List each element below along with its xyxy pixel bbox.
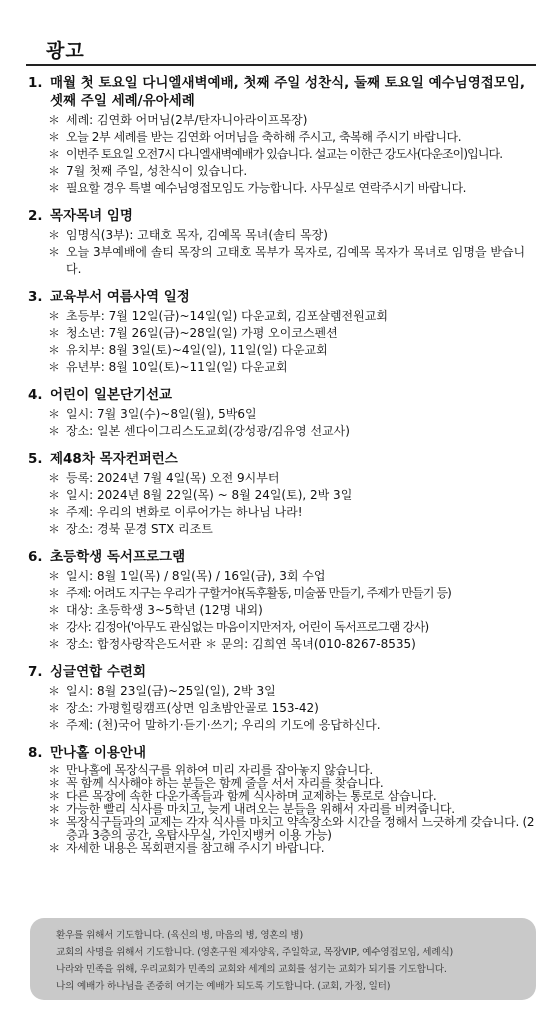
section-7 bbox=[28, 663, 536, 734]
item-text: 장소: 가평힐링캠프(상면 임초밤안골로 153-42) bbox=[66, 701, 319, 715]
asterisk-bullet: ＊ bbox=[47, 343, 60, 357]
section-title: 만나홀 이용안내 bbox=[50, 745, 146, 761]
section-heading bbox=[28, 386, 536, 404]
item-text: 목장식구들과의 교제는 각자 식사를 마치고 약속장소와 시간을 정해서 느긋하게 갖습니다. (2층과 3층의 공간, 옥탑사무실, 가인지뱅커 이용 가능) bbox=[66, 815, 535, 842]
item-text: 유년부: 8월 10일(토)~11일(일) 다운교회 bbox=[66, 360, 288, 374]
section-title: 목자목녀 임명 bbox=[50, 208, 133, 224]
item-text: 일시: 7월 3일(수)~8일(월), 5박6일 bbox=[66, 407, 257, 421]
list-item bbox=[28, 163, 536, 180]
item-text: 7월 첫째 주일, 성찬식이 있습니다. bbox=[66, 164, 248, 178]
list-item bbox=[28, 487, 536, 504]
list-item bbox=[28, 568, 536, 585]
list-item bbox=[28, 227, 536, 244]
item-text: 초등부: 7월 12일(금)~14일(일) 다운교회, 김포살렘전원교회 bbox=[66, 309, 388, 323]
asterisk-bullet: ＊ bbox=[47, 245, 60, 259]
item-text: 장소: 합정사랑작은도서관 ＊ 문의: 김희연 목녀(010-8267-8535) bbox=[66, 637, 416, 651]
item-text: 임명식(3부): 고태호 목자, 김예목 목녀(솔티 목장) bbox=[66, 228, 328, 242]
list-item bbox=[28, 308, 536, 325]
list-item bbox=[28, 619, 536, 636]
asterisk-bullet: ＊ bbox=[47, 130, 60, 144]
section-heading bbox=[28, 548, 536, 566]
list-item bbox=[28, 717, 536, 734]
section-title: 싱글연합 수련회 bbox=[50, 664, 146, 680]
prayer-line: 나라와 민족을 위해, 우리교회가 민족의 교회와 세계의 교회를 섬기는 교회가 되기를 기도합니다. bbox=[56, 964, 447, 975]
list-item bbox=[28, 359, 536, 376]
section-title: 제48차 목자컨퍼런스 bbox=[50, 451, 178, 467]
item-text: 필요할 경우 특별 예수님영접모임도 가능합니다. 사무실로 연락주시기 바랍니다. bbox=[66, 181, 467, 195]
section-number: 5. bbox=[28, 451, 43, 467]
section-number: 4. bbox=[28, 387, 43, 403]
item-text: 다른 목장에 속한 다운가족들과 함께 식사하며 교제하는 통로로 삼습니다. bbox=[66, 789, 437, 803]
prayer-line: 나의 예배가 하나님을 존중히 여기는 예배가 되도록 기도합니다. (교회, 가정, 일터) bbox=[56, 981, 391, 992]
asterisk-bullet: ＊ bbox=[47, 488, 60, 502]
item-text: 꼭 함께 식사해야 하는 분들은 함께 줄을 서서 자리를 찾습니다. bbox=[66, 776, 384, 790]
list-item bbox=[28, 112, 536, 129]
section-heading bbox=[28, 288, 536, 306]
section-8 bbox=[28, 744, 536, 855]
prayer-lines bbox=[56, 927, 526, 995]
section-3 bbox=[28, 288, 536, 376]
section-items bbox=[28, 470, 536, 538]
item-text: 가능한 빨리 식사를 마치고, 늦게 내려오는 분들을 위해서 자리를 비켜줍니다. bbox=[66, 802, 455, 816]
section-heading bbox=[28, 74, 536, 110]
prayer-box bbox=[30, 918, 536, 1000]
asterisk-bullet: ＊ bbox=[47, 718, 60, 732]
announcement-list bbox=[28, 74, 536, 865]
asterisk-bullet: ＊ bbox=[47, 181, 60, 195]
list-item bbox=[28, 585, 536, 602]
list-item bbox=[28, 842, 536, 855]
asterisk-bullet: ＊ bbox=[47, 569, 60, 583]
list-item bbox=[28, 325, 536, 342]
item-text: 등록: 2024년 7월 4일(목) 오전 9시부터 bbox=[66, 471, 280, 485]
item-text: 강사: 김정아('아무도 관심없는 마음이지만저자, 어린이 독서프로그램 강사) bbox=[66, 620, 429, 634]
item-text: 주제: 우리의 변화로 이루어가는 하나님 나라! bbox=[66, 505, 303, 519]
section-1 bbox=[28, 74, 536, 197]
asterisk-bullet: ＊ bbox=[48, 776, 60, 790]
list-item bbox=[28, 700, 536, 717]
section-heading bbox=[28, 744, 536, 762]
asterisk-bullet: ＊ bbox=[47, 360, 60, 374]
list-item bbox=[28, 146, 536, 163]
list-item bbox=[28, 342, 536, 359]
section-items bbox=[28, 568, 536, 653]
item-text: 대상: 초등학생 3~5학년 (12명 내외) bbox=[66, 603, 263, 617]
item-text: 주제: 어려도 지구는 우리가 구할거야(독후활동, 미술품 만들기, 주제가 만들기 등) bbox=[66, 586, 451, 600]
item-text: 일시: 2024년 8월 22일(목) ~ 8월 24일(토), 2박 3일 bbox=[66, 488, 353, 502]
prayer-line: 교회의 사명을 위해서 기도합니다. (영혼구원 제자양육, 주일학교, 목장VIP, 예수영접모임, 세례식) bbox=[56, 947, 454, 958]
section-items bbox=[28, 406, 536, 440]
section-items bbox=[28, 308, 536, 376]
section-5 bbox=[28, 450, 536, 538]
section-heading bbox=[28, 450, 536, 468]
item-text: 장소: 경북 문경 STX 리조트 bbox=[66, 522, 213, 536]
section-title: 초등학생 독서프로그램 bbox=[50, 549, 186, 565]
asterisk-bullet: ＊ bbox=[47, 424, 60, 438]
item-text: 장소: 일본 센다이그리스도교회(강성광/김유영 선교사) bbox=[66, 424, 350, 438]
asterisk-bullet: ＊ bbox=[47, 309, 60, 323]
section-number: 7. bbox=[28, 664, 43, 680]
asterisk-bullet: ＊ bbox=[48, 763, 60, 777]
section-number: 3. bbox=[28, 289, 43, 305]
section-title: 어린이 일본단기선교 bbox=[50, 387, 173, 403]
list-item bbox=[28, 636, 536, 653]
asterisk-bullet: ＊ bbox=[47, 228, 60, 242]
asterisk-bullet: ＊ bbox=[47, 471, 60, 485]
section-items bbox=[28, 227, 536, 278]
asterisk-bullet: ＊ bbox=[48, 815, 60, 829]
asterisk-bullet: ＊ bbox=[47, 522, 60, 536]
section-6 bbox=[28, 548, 536, 653]
asterisk-bullet: ＊ bbox=[47, 701, 60, 715]
section-4 bbox=[28, 386, 536, 440]
list-item bbox=[28, 406, 536, 423]
section-items bbox=[28, 764, 536, 855]
list-item bbox=[28, 180, 536, 197]
asterisk-bullet: ＊ bbox=[47, 603, 60, 617]
asterisk-bullet: ＊ bbox=[47, 407, 60, 421]
asterisk-bullet: ＊ bbox=[47, 637, 60, 651]
asterisk-bullet: ＊ bbox=[47, 147, 60, 161]
asterisk-bullet: ＊ bbox=[48, 789, 60, 803]
section-2 bbox=[28, 207, 536, 278]
asterisk-bullet: ＊ bbox=[47, 586, 60, 600]
section-title: 매월 첫 토요일 다니엘새벽예배, 첫째 주일 성찬식, 둘째 토요일 예수님영접모임, 셋째 주일 세례/유아세례 bbox=[50, 75, 525, 109]
section-number: 2. bbox=[28, 208, 43, 224]
asterisk-bullet: ＊ bbox=[47, 164, 60, 178]
section-title: 교육부서 여름사역 일정 bbox=[50, 289, 190, 305]
item-text: 오늘 2부 세례를 받는 김연화 어머님을 축하해 주시고, 축복해 주시기 바랍니다. bbox=[66, 130, 462, 144]
asterisk-bullet: ＊ bbox=[48, 802, 60, 816]
item-text: 이번주 토요일 오전7시 다니엘새벽예배가 있습니다. 설교는 이한근 강도사(다운조이)입니다. bbox=[66, 147, 503, 161]
list-item bbox=[28, 602, 536, 619]
item-text: 세례: 김연화 어머님(2부/탄자니아라이프목장) bbox=[66, 113, 308, 127]
section-items bbox=[28, 112, 536, 197]
list-item bbox=[28, 521, 536, 538]
page-title: 광고 bbox=[46, 40, 85, 62]
list-item bbox=[28, 244, 536, 278]
list-item bbox=[28, 816, 536, 842]
list-item bbox=[28, 683, 536, 700]
asterisk-bullet: ＊ bbox=[48, 841, 60, 855]
item-text: 주제: (천)국어 말하기·듣기·쓰기; 우리의 기도에 응답하신다. bbox=[66, 718, 381, 732]
section-heading bbox=[28, 207, 536, 225]
section-heading bbox=[28, 663, 536, 681]
item-text: 일시: 8월 23일(금)~25일(일), 2박 3일 bbox=[66, 684, 276, 698]
list-item bbox=[28, 504, 536, 521]
list-item bbox=[28, 129, 536, 146]
item-text: 만나홀에 목장식구를 위하여 미리 자리를 잡아놓지 않습니다. bbox=[66, 763, 373, 777]
asterisk-bullet: ＊ bbox=[47, 113, 60, 127]
prayer-line: 환우를 위해서 기도합니다. (육신의 병, 마음의 병, 영혼의 병) bbox=[56, 930, 303, 941]
section-number: 1. bbox=[28, 75, 43, 91]
item-text: 유치부: 8월 3일(토)~4일(일), 11일(일) 다운교회 bbox=[66, 343, 328, 357]
item-text: 자세한 내용은 목회편지를 참고해 주시기 바랍니다. bbox=[66, 841, 325, 855]
list-item bbox=[28, 423, 536, 440]
list-item bbox=[28, 470, 536, 487]
asterisk-bullet: ＊ bbox=[47, 505, 60, 519]
page-header bbox=[26, 28, 536, 66]
section-number: 8. bbox=[28, 745, 43, 761]
item-text: 청소년: 7월 26일(금)~28일(일) 가평 오이코스펜션 bbox=[66, 326, 338, 340]
item-text: 오늘 3부예배에 솔티 목장의 고태호 목부가 목자로, 김예목 목자가 목녀로 임명을 받습니다. bbox=[66, 245, 526, 276]
section-number: 6. bbox=[28, 549, 43, 565]
item-text: 일시: 8월 1일(목) / 8일(목) / 16일(금), 3회 수업 bbox=[66, 569, 326, 583]
asterisk-bullet: ＊ bbox=[47, 620, 60, 634]
asterisk-bullet: ＊ bbox=[47, 326, 60, 340]
asterisk-bullet: ＊ bbox=[47, 684, 60, 698]
section-items bbox=[28, 683, 536, 734]
